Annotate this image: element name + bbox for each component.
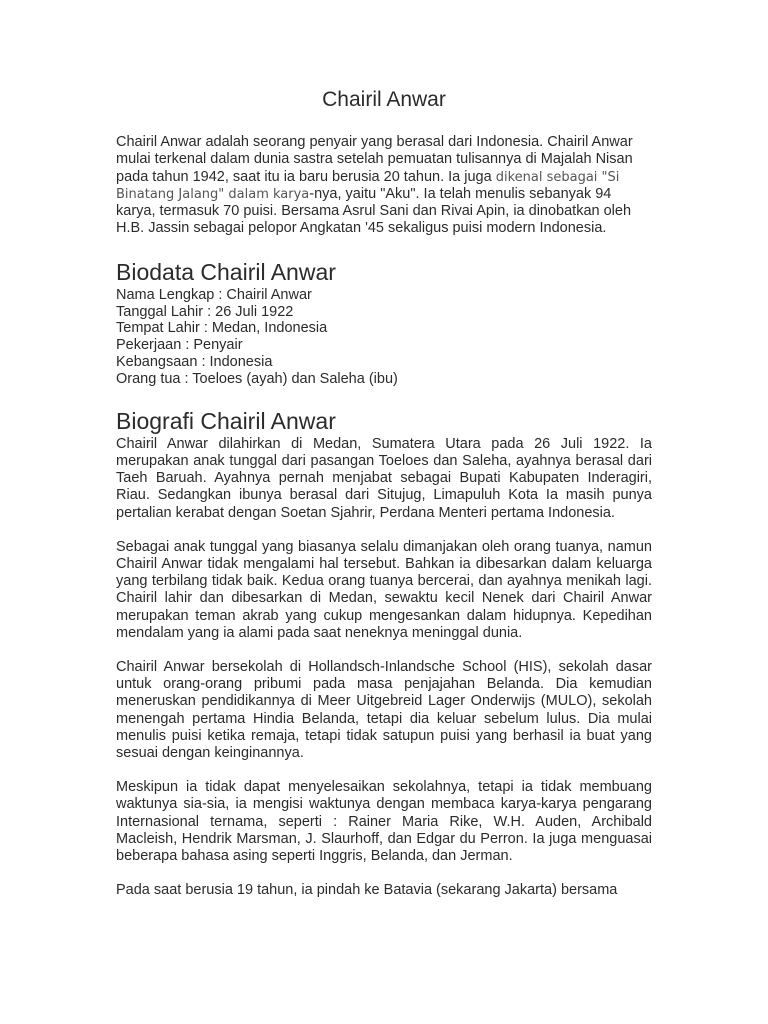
intro-text-part1: Chairil Anwar adalah seorang penyair yang berasal dari Indonesia. Chairil Anwar mulai terkenal dalam dunia sastra setelah pemuatan tulisannya di Majalah Nisan pada tahun 1942, saat itu ia baru berusia 20 tahun. Ia juga: [116, 134, 633, 185]
biografi-paragraph: Meskipun ia tidak dapat menyelesaikan sekolahnya, tetapi ia tidak membuang waktunya sia-sia, ia mengisi waktunya dengan membaca karya-karya pengarang Internasional ternama, seperti : Rainer Maria Rike, W.H. Auden, Archibald Macleish, Hendrik Marsman, J. Slaurhoff, dan Edgar du Perron. Ia juga menguasai beberapa bahasa asing seperti Inggris, Belanda, dan Jerman.: [116, 779, 652, 865]
intro-text-part3: -nya, yaitu "Aku". Ia telah menulis sebanyak 94 karya, termasuk 70 puisi. Bersama Asrul Sani dan Rivai Apin, ia dinobatkan oleh H.B. Jassin sebagai pelopor Angkatan '45 sekaligus puisi modern Indonesia.: [116, 185, 632, 237]
biodata-field-tempat-lahir: Tempat Lahir : Medan, Indonesia: [116, 320, 328, 337]
biografi-paragraph: Chairil Anwar dilahirkan di Medan, Sumatera Utara pada 26 Juli 1922. Ia merupakan anak tunggal dari pasangan Toeloes dan Saleha, ayahnya berasal dari Taeh Baruah. Ayahnya pernah menjabat sebagai Bupati Kabupaten Inderagiri, Riau. Sedangkan ibunya berasal dari Situjug, Limapuluh Kota Ia masih punya pertalian kerabat dengan Soetan Sjahrir, Perdana Menteri pertama Indonesia.: [116, 435, 652, 521]
biodata-field-orang-tua: Orang tua : Toeloes (ayah) dan Saleha (ibu): [116, 370, 398, 387]
intro-text-part2: dikenal sebagai "Si Binatang Jalang" dalam karya: [116, 169, 620, 202]
biografi-paragraph: Sebagai anak tunggal yang biasanya selalu dimanjakan oleh orang tuanya, namun Chairil Anwar tidak mengalami hal tersebut. Bahkan ia dibesarkan dalam keluarga yang terbilang tidak baik. Kedua orang tuanya bercerai, dan ayahnya menikah lagi. Chairil lahir dan dibesarkan di Medan, sewaktu kecil Nenek dari Chairil Anwar merupakan teman akrab yang cukup mengesankan dalam hidupnya. Kepedihan mendalam yang ia alami pada saat neneknya meninggal dunia.: [116, 538, 652, 642]
biodata-heading: Biodata Chairil Anwar: [116, 258, 336, 285]
document-title: Chairil Anwar: [322, 88, 446, 111]
biodata-field-pekerjaan: Pekerjaan : Penyair: [116, 337, 243, 354]
biodata-list: [116, 287, 652, 388]
biodata-field-tanggal-lahir: Tanggal Lahir : 26 Juli 1922: [116, 303, 294, 320]
biodata-field-nama: Nama Lengkap : Chairil Anwar: [116, 286, 312, 303]
biografi-heading: Biografi Chairil Anwar: [116, 407, 336, 434]
intro-paragraph: [116, 134, 652, 238]
biografi-paragraph: Chairil Anwar bersekolah di Hollandsch-Inlandsche School (HIS), sekolah dasar untuk orang-orang pribumi pada masa penjajahan Belanda. Dia kemudian meneruskan pendidikannya di Meer Uitgebreid Lager Onderwijs (MULO), sekolah menengah pertama Hindia Belanda, tetapi dia keluar sebelum lulus. Dia mulai menulis puisi ketika remaja, tetapi tidak satupun puisi yang berhasil ia buat yang sesuai dengan keinginannya.: [116, 658, 652, 762]
document-page: [116, 86, 652, 899]
biografi-paragraph: Pada saat berusia 19 tahun, ia pindah ke Batavia (sekarang Jakarta) bersama: [116, 882, 618, 899]
biodata-field-kebangsaan: Kebangsaan : Indonesia: [116, 353, 273, 370]
